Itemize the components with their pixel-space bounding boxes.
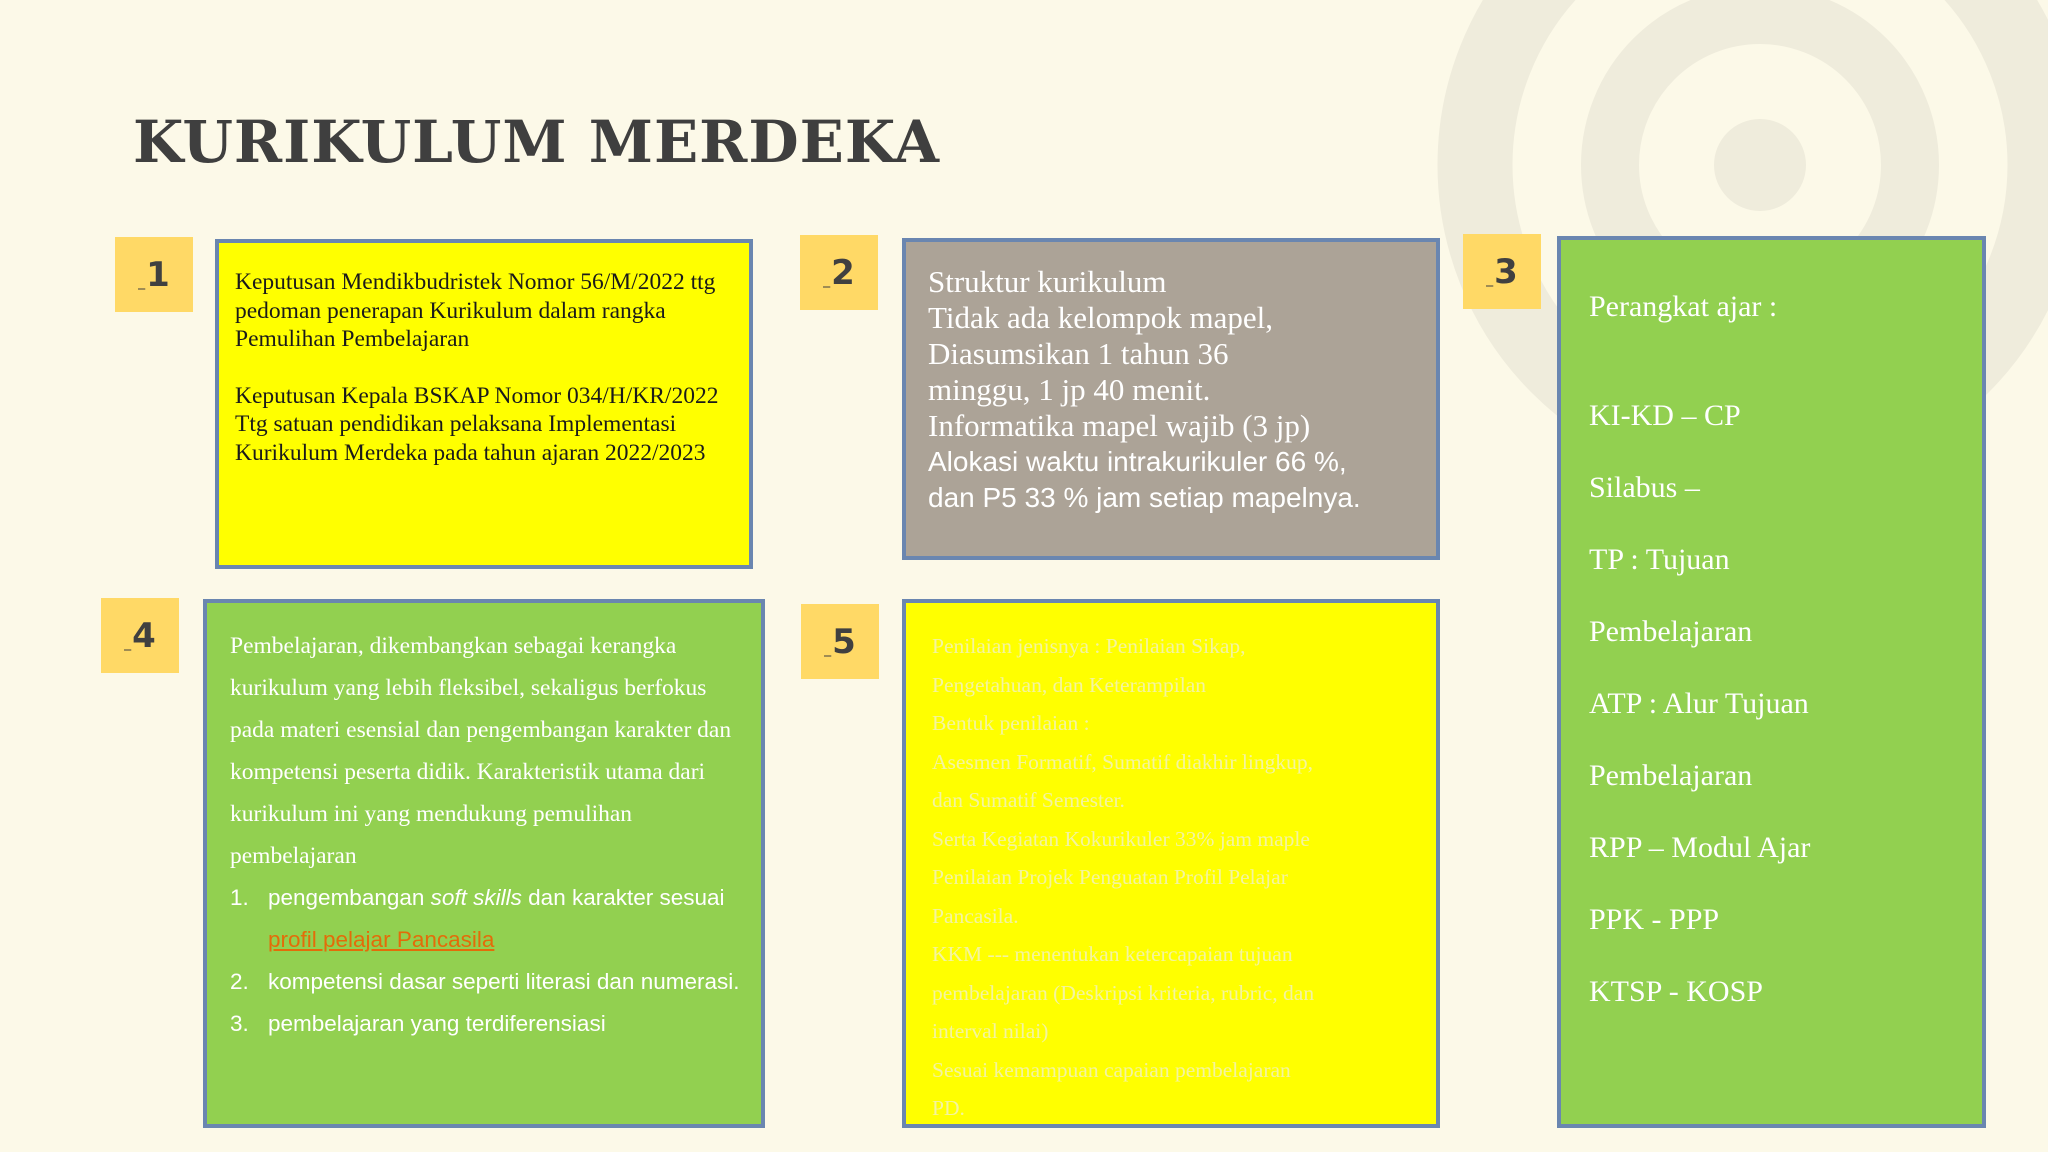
number-badge-4: _ 4 <box>101 598 179 673</box>
structure-line: Alokasi waktu intrakurikuler 66 %, <box>928 446 1347 477</box>
regulation-text-2: Keputusan Kepala BSKAP Nomor 034/H/KR/2022 Ttg satuan pendidikan pelaksana Implementasi Kurikulum Merdeka pada tahun ajaran 2022/2023 <box>235 382 719 466</box>
list-item: RPP – Modul Ajar <box>1589 831 1811 864</box>
assessment-line: Sesuai kemampuan capaian pembelajaran <box>932 1057 1291 1082</box>
structure-line: Diasumsikan 1 tahun 36 <box>928 336 1229 371</box>
assessment-line: dan Sumatif Semester. <box>932 788 1125 812</box>
structure-line: minggu, 1 jp 40 menit. <box>928 372 1211 407</box>
number-badge-3: _ 3 <box>1463 234 1541 309</box>
list-item: ATP : Alur Tujuan <box>1589 687 1809 720</box>
teaching-tools-list <box>1589 396 1810 1044</box>
assessment-line: KKM --- menentukan ketercapaian tujuan <box>932 942 1293 966</box>
assessment-line: Pancasila. <box>932 903 1019 928</box>
assessment-line: Bentuk penilaian : <box>932 711 1090 735</box>
list-item: Pembelajaran <box>1589 615 1753 648</box>
regulation-text-1: Keputusan Mendikbudristek Nomor 56/M/2022 ttg pedoman penerapan Kurikulum dalam rangka Pemulihan Pembelajaran <box>235 269 716 352</box>
structure-line: Struktur kurikulum <box>928 264 1167 299</box>
list-item: Pembelajaran <box>1589 759 1753 792</box>
list-item: KTSP - KOSP <box>1589 975 1763 1008</box>
characteristics-list <box>230 877 745 1045</box>
list-item: 3. pembelajaran yang terdiferensiasi <box>230 1011 606 1036</box>
profil-pelajar-pancasila-link[interactable]: profil pelajar Pancasila <box>268 927 495 952</box>
learning-description: Pembelajaran, dikembangkan sebagai kerangka kurikulum yang lebih fleksibel, sekaligus berfokus pada materi esensial dan pengembangan karakter dan kompetensi peserta didik. Karakteristik utama dari kurikulum ini yang mendukung pemulihan pembelajaran <box>230 633 732 869</box>
list-item: KI-KD – CP <box>1589 399 1741 432</box>
curriculum-structure-box <box>902 238 1440 560</box>
list-item: PPK - PPP <box>1589 903 1720 936</box>
teaching-tools-heading: Perangkat ajar : <box>1589 290 1778 323</box>
assessment-line: PD. <box>932 1096 965 1120</box>
structure-line: Tidak ada kelompok mapel, <box>928 300 1273 335</box>
regulation-box <box>215 239 753 569</box>
learning-box <box>203 599 765 1128</box>
assessment-line: Penilaian Projek Penguatan Profil Pelajar <box>932 865 1288 889</box>
list-item: 1. pengembangan soft skills dan karakter sesuai profil pelajar Pancasila <box>230 885 725 952</box>
page-title: KURIKULUM MERDEKA <box>133 108 940 176</box>
list-item: Silabus – <box>1589 471 1700 504</box>
structure-line: Informatika mapel wajib (3 jp) <box>928 408 1311 443</box>
number-badge-5: _ 5 <box>801 604 879 679</box>
list-item: TP : Tujuan <box>1589 543 1730 576</box>
assessment-line: Penilaian jenisnya : Penilaian Sikap, <box>932 634 1246 658</box>
assessment-line: pembelajaran (Deskripsi kriteria, rubric, dan <box>932 980 1315 1005</box>
assessment-box <box>902 599 1440 1128</box>
number-badge-2: _ 2 <box>800 235 878 310</box>
assessment-line: Serta Kegiatan Kokurikuler 33% jam maple <box>932 826 1310 851</box>
assessment-line: interval nilai) <box>932 1019 1049 1043</box>
assessment-line: Pengetahuan, dan Keterampilan <box>932 672 1207 697</box>
structure-line: dan P5 33 % jam setiap mapelnya. <box>928 482 1361 513</box>
teaching-tools-box <box>1557 236 1986 1128</box>
list-item: 2. kompetensi dasar seperti literasi dan numerasi. <box>230 969 740 994</box>
assessment-line: Asesmen Formatif, Sumatif diakhir lingkup, <box>932 749 1313 774</box>
number-badge-1: _ 1 <box>115 237 193 312</box>
